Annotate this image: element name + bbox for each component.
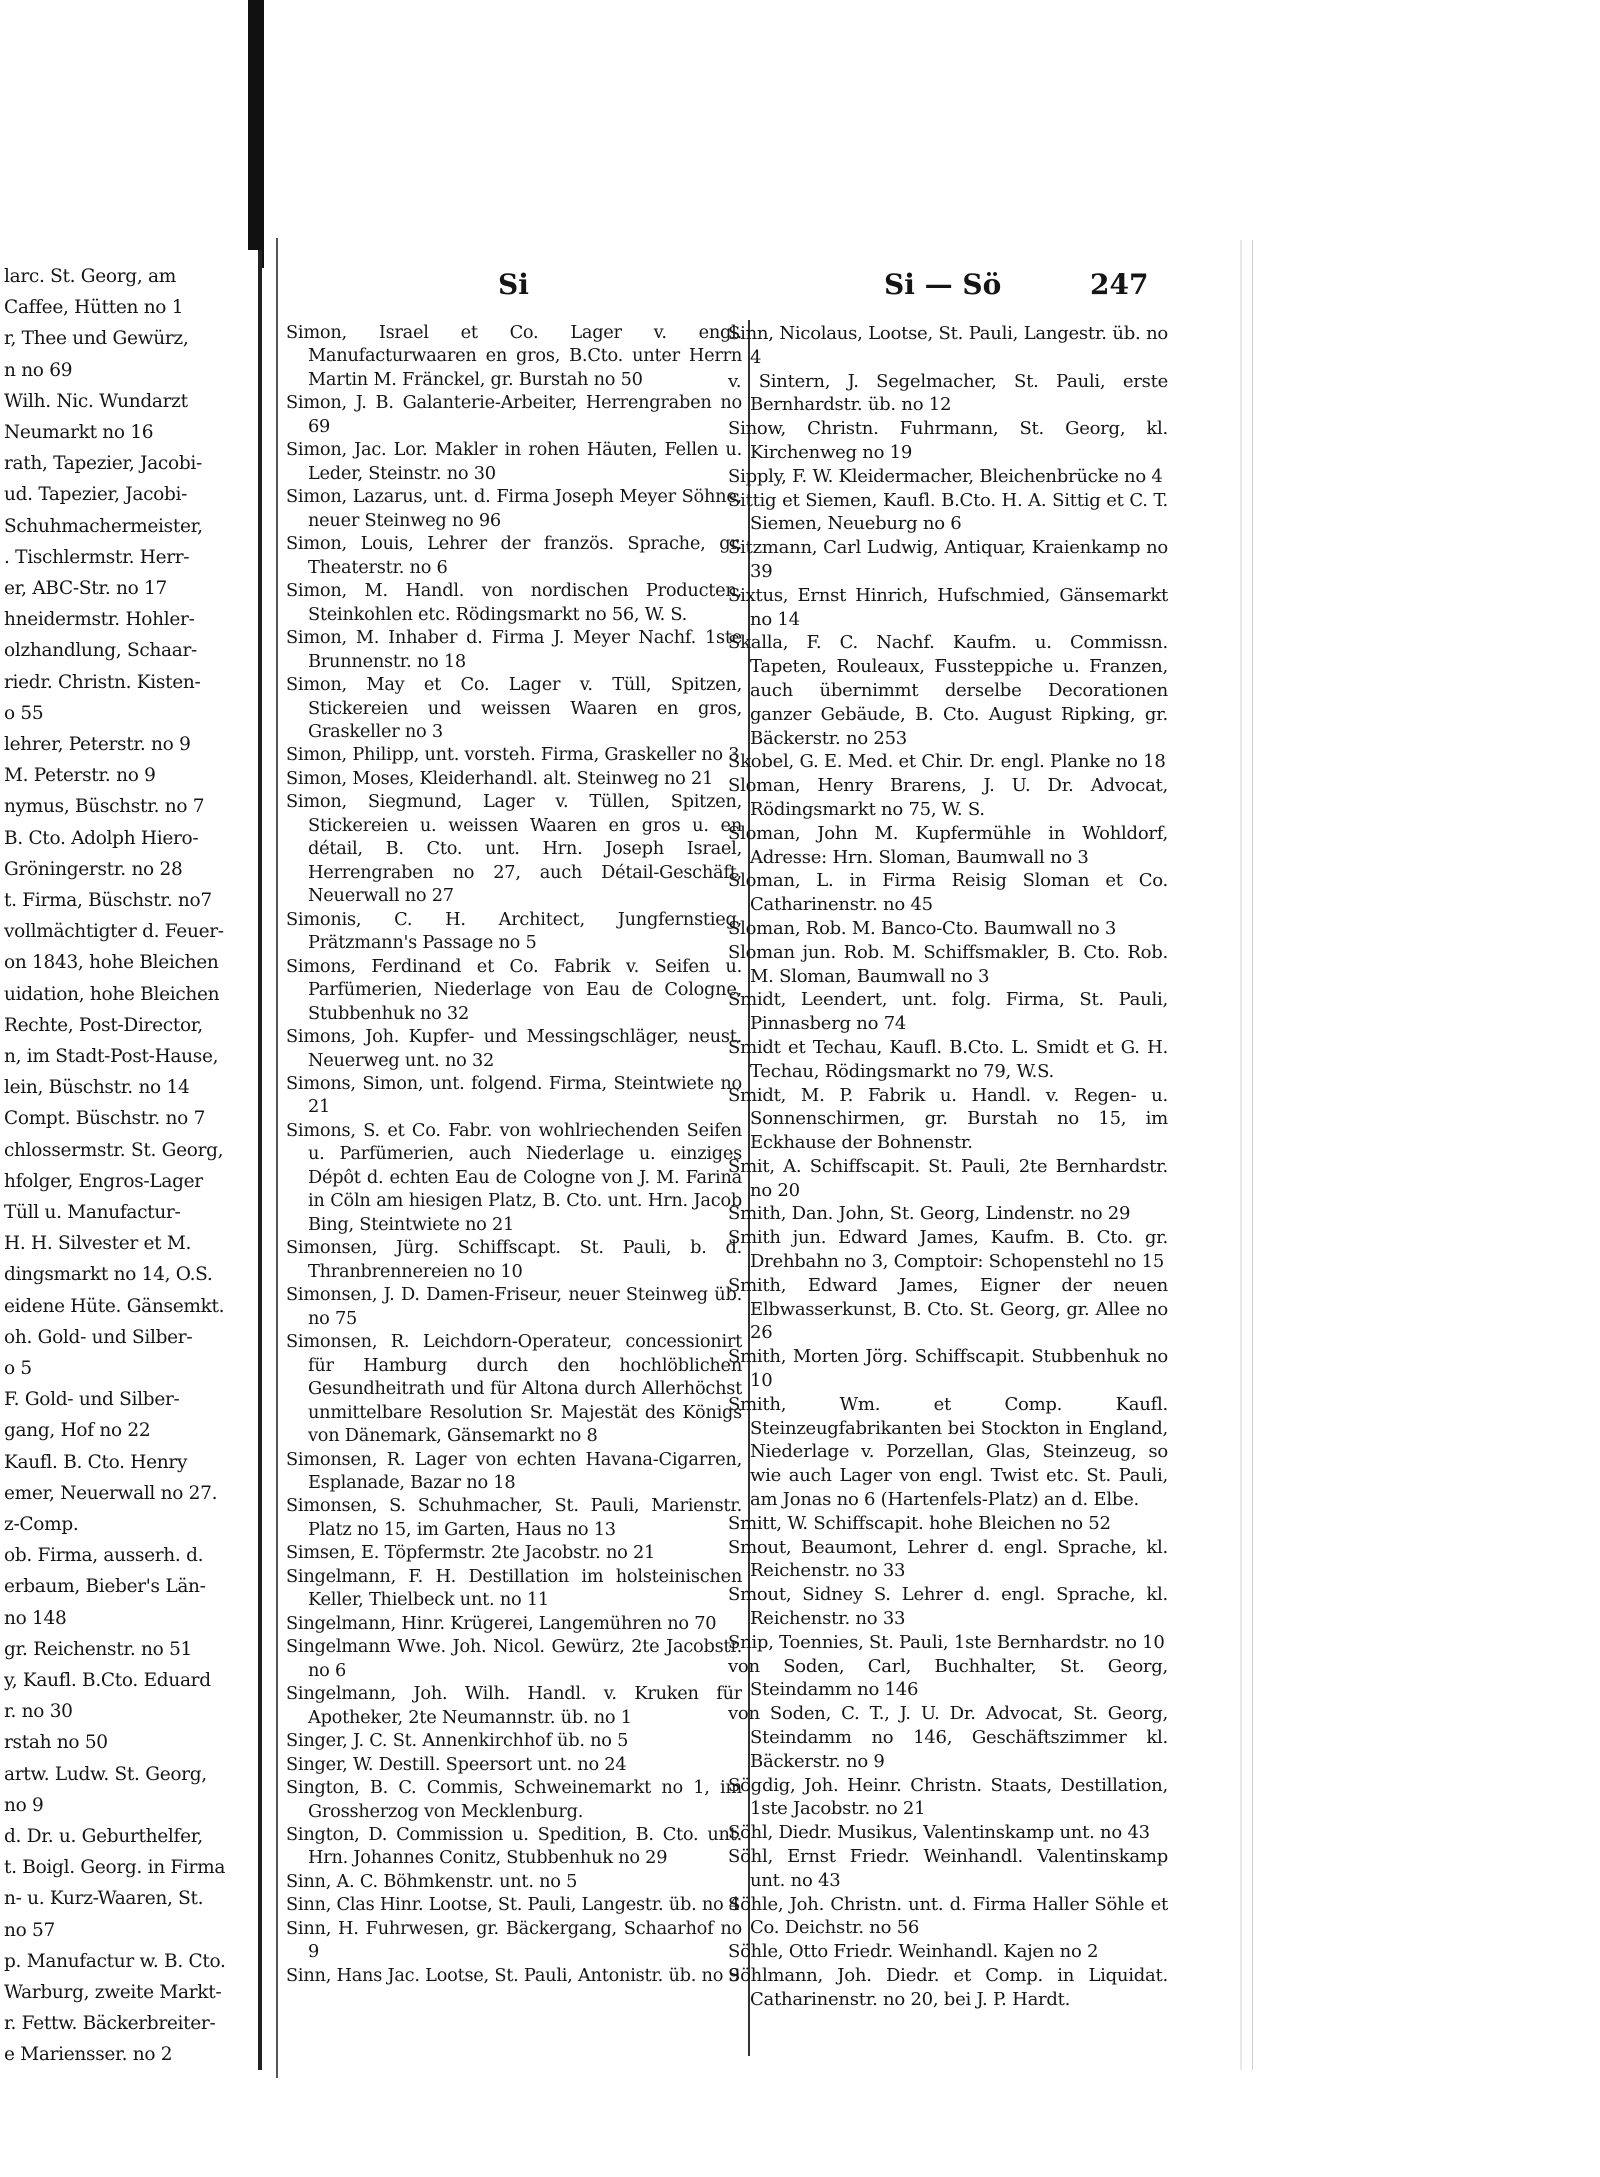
left-page-fragment: t. Firma, Büschstr. no7: [4, 890, 212, 911]
left-page-fragment: eidene Hüte. Gänsemkt.: [4, 1295, 225, 1317]
directory-entry: Sinn, Nicolaus, Lootse, St. Pauli, Langestr. üb. no 4: [728, 323, 1168, 368]
left-page-fragment: Wilh. Nic. Wundarzt: [4, 390, 188, 412]
left-page-fragment: vollmächtigter d. Feuer-: [4, 921, 224, 943]
left-page-fragment: r. no 30: [4, 1701, 73, 1723]
left-page-fragment: Compt. Büschstr. no 7: [4, 1108, 206, 1130]
left-page: [0, 250, 262, 2070]
left-page-fragment: dingsmarkt no 14, O.S.: [4, 1264, 213, 1286]
left-page-fragment: o 55: [4, 702, 44, 724]
directory-entry: Smidt, Leendert, unt. folg. Firma, St. Pauli, Pinnasberg no 74: [728, 989, 1168, 1035]
directory-entry: Simon, Siegmund, Lager v. Tüllen, Spitzen, Stickereien u. weissen Waaren en gros u. en détail, B. Cto. unt. Hrn. Joseph Israel, Herrengraben no 27, auch Détail-Geschäft, Neuerwall no 27: [286, 792, 742, 907]
left-page-fragment: no 57: [4, 1919, 55, 1941]
directory-entry: von Soden, C. T., J. U. Dr. Advocat, St. Georg, Steindamm no 146, Geschäftszimmer kl. Bäckerstr. no 9: [728, 1703, 1168, 1772]
left-page-fragment: n no 69: [4, 359, 73, 381]
directory-entry: Sloman, Henry Brarens, J. U. Dr. Advocat, Rödingsmarkt no 75, W. S.: [728, 775, 1168, 820]
directory-entry: Sinn, Hans Jac. Lootse, St. Pauli, Antonistr. üb. no 9: [286, 1965, 740, 1986]
directory-entry: Sipply, F. W. Kleidermacher, Bleichenbrücke no 4: [728, 465, 1163, 487]
left-page-fragment: Neumarkt no 16: [4, 422, 154, 443]
directory-entry: Simonsen, Jürg. Schiffscapt. St. Pauli, b. d. Thranbrennereien no 10: [286, 1238, 742, 1282]
left-page-fragment: n- u. Kurz-Waaren, St.: [4, 1888, 204, 1910]
left-page-fragment: y, Kaufl. B.Cto. Eduard: [4, 1670, 211, 1691]
left-page-fragment: p. Manufactur w. B. Cto.: [4, 1950, 226, 1972]
left-page-fragment: r, Thee und Gewürz,: [4, 328, 189, 350]
left-page-fragment: on 1843, hohe Bleichen: [4, 952, 219, 974]
left-page-fragment: gr. Reichenstr. no 51: [4, 1638, 193, 1660]
directory-entry: Söhl, Diedr. Musikus, Valentinskamp unt. no 43: [728, 1822, 1150, 1844]
directory-entry: Simon, M. Inhaber d. Firma J. Meyer Nachf. 1ste Brunnenstr. no 18: [286, 628, 742, 672]
left-page-fragment: nymus, Büschstr. no 7: [4, 796, 205, 818]
directory-entry: Smout, Beaumont, Lehrer d. engl. Sprache, kl. Reichenstr. no 33: [728, 1536, 1168, 1582]
left-page-fragment: no 9: [4, 1794, 44, 1816]
directory-entry: Simsen, E. Töpfermstr. 2te Jacobstr. no 21: [286, 1543, 656, 1564]
directory-entry: Snip, Toennies, St. Pauli, 1ste Bernhardstr. no 10: [728, 1631, 1165, 1653]
column-right: [728, 322, 1168, 2060]
directory-entry: Skalla, F. C. Nachf. Kaufm. u. Commissn. Tapeten, Rouleaux, Fussteppiche u. Franzen, auch übernimmt derselbe Decorationen ganzer Gebäude, B. Cto. August Ripking, gr. Bäckerstr. no 253: [728, 632, 1168, 749]
directory-entry: Sloman, Rob. M. Banco-Cto. Baumwall no 3: [728, 917, 1117, 939]
directory-entry: Singer, J. C. St. Annenkirchhof üb. no 5: [286, 1731, 629, 1752]
directory-entry: Söhle, Joh. Christn. unt. d. Firma Haller Söhle et Co. Deichstr. no 56: [728, 1893, 1168, 1939]
directory-entry: Sloman, John M. Kupfermühle in Wohldorf, Adresse: Hrn. Sloman, Baumwall no 3: [728, 822, 1168, 868]
left-page-fragment: er, ABC-Str. no 17: [4, 578, 167, 599]
directory-entry: Sögdig, Joh. Heinr. Christn. Staats, Destillation, 1ste Jacobstr. no 21: [728, 1774, 1168, 1820]
directory-entry: Singelmann, Hinr. Krügerei, Langemühren no 70: [286, 1613, 717, 1634]
directory-entry: Sloman, L. in Firma Reisig Sloman et Co. Catharinenstr. no 45: [728, 870, 1168, 916]
directory-entry: Smith, Edward James, Eigner der neuen Elbwasserkunst, B. Cto. St. Georg, gr. Allee no 26: [728, 1274, 1168, 1344]
left-page-fragment: uidation, hohe Bleichen: [4, 983, 220, 1005]
left-page-fragment: lein, Büschstr. no 14: [4, 1077, 190, 1099]
directory-entry: Smitt, W. Schiffscapit. hohe Bleichen no 52: [728, 1512, 1111, 1534]
directory-entry: Simonsen, R. Lager von echten Havana-Cigarren, Esplanade, Bazar no 18: [286, 1449, 742, 1493]
left-page-fragment: hfolger, Engros-Lager: [4, 1170, 203, 1192]
left-page-fragment: rstah no 50: [4, 1732, 108, 1754]
directory-entry: Smout, Sidney S. Lehrer d. engl. Sprache, kl. Reichenstr. no 33: [728, 1584, 1168, 1630]
directory-entry: Sinn, H. Fuhrwesen, gr. Bäckergang, Schaarhof no 9: [286, 1918, 742, 1963]
left-page-fragment: oh. Gold- und Silber-: [4, 1326, 193, 1348]
directory-entry: Sitzmann, Carl Ludwig, Antiquar, Kraienkamp no 39: [728, 537, 1168, 582]
directory-entry: Simon, May et Co. Lager v. Tüll, Spitzen, Stickereien und weissen Waaren en gros, Graskeller no 3: [286, 675, 742, 742]
directory-entry: Simonsen, J. D. Damen-Friseur, neuer Steinweg üb. no 75: [286, 1285, 742, 1329]
left-page-fragment: emer, Neuerwall no 27.: [4, 1482, 218, 1504]
left-page-fragment: z-Comp.: [4, 1514, 79, 1535]
directory-entry: Söhl, Ernst Friedr. Weinhandl. Valentinskamp unt. no 43: [728, 1846, 1168, 1891]
left-page-fragment: o 5: [4, 1358, 32, 1379]
directory-entry: Smith, Wm. et Comp. Kaufl. Steinzeugfabrikanten bei Stockton in England, Niederlage v. Porzellan, Glas, Steinzeug, so wie auch Lager von engl. Twist etc. St. Pauli, am Jonas no 6 (Hartenfels-Platz) an d. Elbe.: [728, 1393, 1168, 1511]
left-page-fragment: t. Boigl. Georg. in Firma: [4, 1857, 226, 1879]
running-head-left: Si: [498, 268, 529, 301]
directory-entry: Smit, A. Schiffscapit. St. Pauli, 2te Bernhardstr. no 20: [728, 1155, 1168, 1201]
directory-entry: Sloman jun. Rob. M. Schiffsmakler, B. Cto. Rob. M. Sloman, Baumwall no 3: [728, 941, 1168, 987]
directory-entry: Simon, Philipp, unt. vorsteh. Firma, Graskeller no 3: [286, 745, 740, 766]
directory-entry: Simons, Ferdinand et Co. Fabrik v. Seifen u. Parfümerien, Niederlage von Eau de Cologne, Stubbenhuk no 32: [286, 956, 742, 1024]
directory-entry: Singelmann, F. H. Destillation im holsteinischen Keller, Thielbeck unt. no 11: [286, 1566, 742, 1611]
left-page-fragment: M. Peterstr. no 9: [4, 765, 156, 787]
page-edge: [1240, 240, 1242, 2070]
directory-entry: Söhle, Otto Friedr. Weinhandl. Kajen no 2: [728, 1941, 1099, 1963]
left-page-fragment: Tüll u. Manufactur-: [4, 1202, 181, 1223]
directory-entry: Smidt et Techau, Kaufl. B.Cto. L. Smidt et G. H. Techau, Rödingsmarkt no 79, W.S.: [728, 1036, 1168, 1082]
left-page-fragment: Gröningerstr. no 28: [4, 858, 183, 880]
directory-entry: Simons, Joh. Kupfer- und Messingschläger, neust. Neuerweg unt. no 32: [286, 1027, 742, 1071]
left-page-fragment: Caffee, Hütten no 1: [4, 297, 184, 319]
directory-entry: Sixtus, Ernst Hinrich, Hufschmied, Gänsemarkt no 14: [728, 584, 1168, 630]
directory-entry: Singelmann Wwe. Joh. Nicol. Gewürz, 2te Jacobstr. no 6: [286, 1637, 742, 1681]
directory-entry: Sinn, Clas Hinr. Lootse, St. Pauli, Langestr. üb. no 4: [286, 1895, 740, 1916]
running-head-center: Si — Sö: [884, 268, 1002, 301]
left-page-fragment: larc. St. Georg, am: [4, 266, 176, 287]
directory-entry: Simon, M. Handl. von nordischen Producten, Steinkohlen etc. Rödingsmarkt no 56, W. S.: [286, 581, 742, 625]
column-left: [286, 322, 742, 2060]
directory-entry: Simon, Louis, Lehrer der französ. Sprache, gr. Theaterstr. no 6: [286, 534, 742, 578]
directory-entry: Simons, Simon, unt. folgend. Firma, Steintwiete no 21: [286, 1074, 742, 1118]
left-page-fragment: Rechte, Post-Director,: [4, 1014, 203, 1036]
directory-entry: Simonsen, S. Schuhmacher, St. Pauli, Marienstr. Platz no 15, im Garten, Haus no 13: [286, 1496, 742, 1540]
directory-entry: Simonis, C. H. Architect, Jungfernstieg, Prätzmann's Passage no 5: [286, 909, 742, 954]
directory-entry: Sittig et Siemen, Kaufl. B.Cto. H. A. Sittig et C. T. Siemen, Neueburg no 6: [728, 489, 1168, 535]
left-page-fragment: . Tischlermstr. Herr-: [4, 546, 190, 568]
left-page-fragment: riedr. Christn. Kisten-: [4, 671, 201, 693]
page-number: 247: [1090, 268, 1149, 301]
directory-entry: Söhlmann, Joh. Diedr. et Comp. in Liquidat. Catharinenstr. no 20, bei J. P. Hardt.: [728, 1964, 1168, 2010]
directory-entry: Singelmann, Joh. Wilh. Handl. v. Kruken für Apotheker, 2te Neumannstr. üb. no 1: [286, 1684, 742, 1728]
directory-entry: Simon, Jac. Lor. Makler in rohen Häuten, Fellen u. Leder, Steinstr. no 30: [286, 440, 742, 484]
left-page-fragment: H. H. Silvester et M.: [4, 1233, 192, 1255]
directory-entry: Simon, Israel et Co. Lager v. engl. Manufacturwaaren en gros, B.Cto. unter Herrn Martin M. Fränckel, gr. Burstah no 50: [286, 323, 742, 390]
left-page-fragment: B. Cto. Adolph Hiero-: [4, 827, 199, 849]
directory-entry: Smith, Morten Jörg. Schiffscapit. Stubbenhuk no 10: [728, 1346, 1168, 1392]
left-page-fragment: ud. Tapezier, Jacobi-: [4, 484, 188, 506]
directory-entry: von Soden, Carl, Buchhalter, St. Georg, Steindamm no 146: [728, 1655, 1168, 1701]
directory-entry: Smidt, M. P. Fabrik u. Handl. v. Regen- u. Sonnenschirmen, gr. Burstah no 15, im Eckhause der Bohnenstr.: [728, 1084, 1168, 1154]
left-page-fragment: hneidermstr. Hohler-: [4, 609, 195, 631]
left-page-fragment: n, im Stadt-Post-Hause,: [4, 1046, 219, 1067]
directory-entry: Simon, Lazarus, unt. d. Firma Joseph Meyer Söhne, neuer Steinweg no 96: [286, 487, 742, 531]
left-page-fragment: Schuhmachermeister,: [4, 515, 203, 537]
left-page-fragment: no 148: [4, 1607, 67, 1629]
left-page-fragment: ob. Firma, ausserh. d.: [4, 1545, 204, 1567]
directory-entry: v. Sintern, J. Segelmacher, St. Pauli, erste Bernhardstr. üb. no 12: [728, 370, 1168, 416]
left-page-fragment: erbaum, Bieber's Län-: [4, 1576, 206, 1598]
left-page-fragment: chlossermstr. St. Georg,: [4, 1139, 224, 1161]
directory-entry: Skobel, G. E. Med. et Chir. Dr. engl. Planke no 18: [728, 751, 1166, 773]
book-spine: [248, 0, 264, 268]
directory-entry: Smith, Dan. John, St. Georg, Lindenstr. no 29: [728, 1203, 1131, 1225]
left-page-fragment: artw. Ludw. St. Georg,: [4, 1763, 207, 1785]
directory-entry: Smith jun. Edward James, Kaufm. B. Cto. gr. Drehbahn no 3, Comptoir: Schopenstehl no 15: [728, 1227, 1168, 1273]
left-page-fragment: r. Fettw. Bäckerbreiter-: [4, 2013, 216, 2035]
directory-entry: Sinn, A. C. Böhmkenstr. unt. no 5: [286, 1871, 578, 1892]
directory-entry: Sinow, Christn. Fuhrmann, St. Georg, kl. Kirchenweg no 19: [728, 418, 1168, 463]
left-page-fragment: olzhandlung, Schaar-: [4, 640, 197, 662]
directory-entry: Sington, B. C. Commis, Schweinemarkt no 1, im Grossherzog von Mecklenburg.: [286, 1778, 742, 1822]
left-page-fragment: rath, Tapezier, Jacobi-: [4, 453, 202, 475]
left-page-fragment: Warburg, zweite Markt-: [4, 1982, 222, 2003]
left-page-fragment: Kaufl. B. Cto. Henry: [4, 1451, 188, 1473]
directory-entry: Simons, S. et Co. Fabr. von wohlriechenden Seifen u. Parfümerien, auch Niederlage u. einziges Dépôt d. echten Eau de Cologne von J. M. Farina in Cöln am hiesigen Platz, B. Cto. unt. Hrn. Jacob Bing, Steintwiete no 21: [286, 1120, 742, 1235]
directory-entry: Sington, D. Commission u. Spedition, B. Cto. unt. Hrn. Johannes Conitz, Stubbenhuk no 29: [286, 1825, 742, 1869]
directory-entry: Singer, W. Destill. Speersort unt. no 24: [286, 1754, 627, 1775]
directory-entry: Simon, Moses, Kleiderhandl. alt. Steinweg no 21: [286, 768, 714, 789]
left-page-fragment: F. Gold- und Silber-: [4, 1389, 180, 1411]
left-page-fragment: e Mariensser. no 2: [4, 2044, 173, 2066]
left-page-fragment: gang, Hof no 22: [4, 1420, 151, 1442]
left-page-fragment: lehrer, Peterstr. no 9: [4, 734, 191, 755]
page-edge: [1252, 240, 1253, 2070]
directory-entry: Simonsen, R. Leichdorn-Operateur, concessionirt für Hamburg durch den hochlöblichen Gesundheitrath und für Altona durch Allerhöchst unmittelbare Resolution Sr. Majestät des Königs von Dänemark, Gänsemarkt no 8: [286, 1332, 742, 1447]
left-page-fragment: d. Dr. u. Geburthelfer,: [4, 1826, 203, 1847]
directory-entry: Simon, J. B. Galanterie-Arbeiter, Herrengraben no 69: [286, 393, 742, 437]
